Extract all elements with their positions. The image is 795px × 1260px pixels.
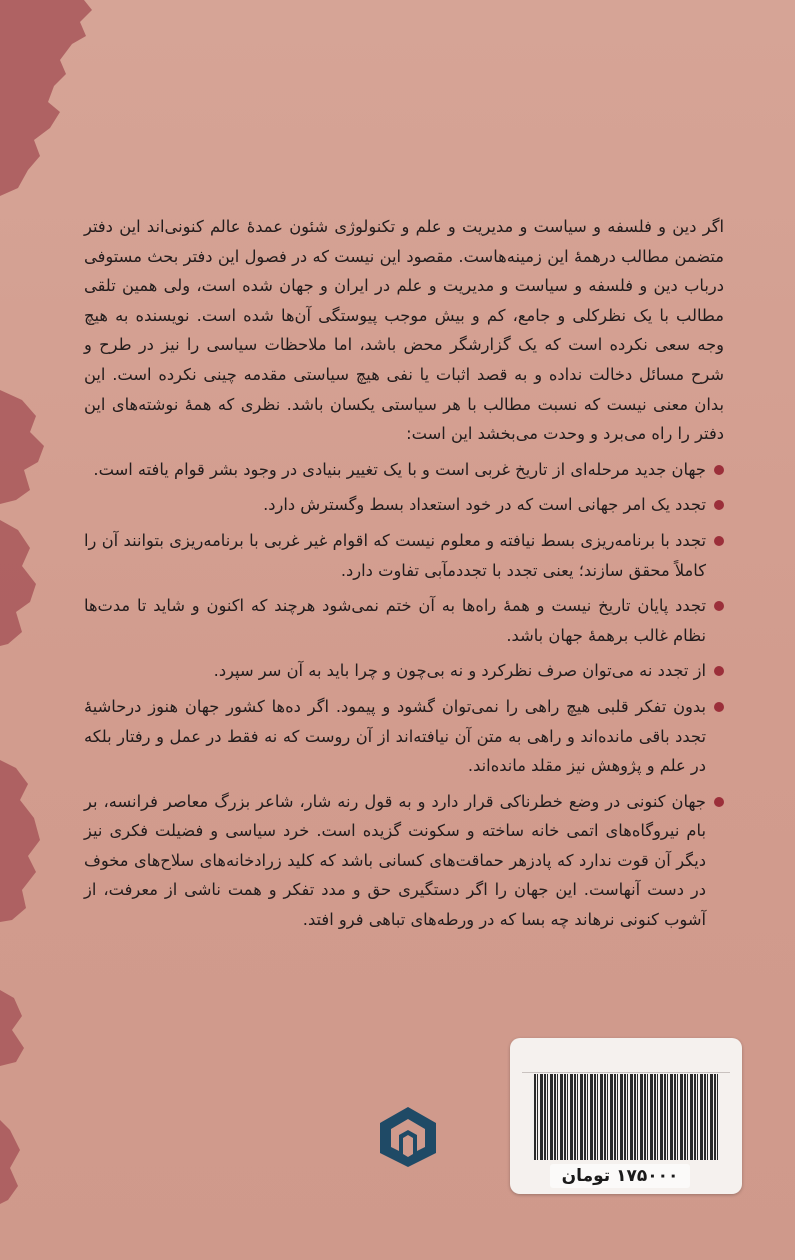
list-item — [84, 526, 724, 585]
claim-text: از تجدد نه می‌توان صرف نظرکرد و نه بی‌چون و چرا باید به آن سر سپرد. — [213, 661, 706, 681]
list-item — [84, 656, 724, 686]
list-item — [84, 591, 724, 650]
blurb-claims-list — [84, 455, 724, 935]
list-item — [84, 490, 724, 520]
bullet-icon — [714, 601, 724, 611]
list-item — [84, 455, 724, 485]
claim-text: بدون تفکر قلبی هیچ راهی را نمی‌توان گشود و پیمود. اگر ده‌ها کشور جهان هنوز درحاشیهٔ تجدد باقی مانده‌اند و راهی به متن آن نیافته‌اند از آن روست که نه فقط در عمل و رفتار بلکه در علم و پژوهش نیز مقلد مانده‌اند. — [84, 696, 706, 776]
bullet-icon — [714, 666, 724, 676]
bullet-icon — [714, 500, 724, 510]
list-item — [84, 787, 724, 935]
price-sticker — [510, 1038, 742, 1194]
isbn-strip — [522, 1046, 730, 1073]
back-cover-blurb — [84, 212, 724, 935]
bullet-icon — [714, 536, 724, 546]
claim-text: تجدد پایان تاریخ نیست و همهٔ راه‌ها به آن ختم نمی‌شود هرچند که اکنون و شاید تا مدت‌ها نظام غالب برهمهٔ جهان باشد. — [84, 596, 706, 645]
bullet-icon — [714, 465, 724, 475]
claim-text: تجدد با برنامه‌ریزی بسط نیافته و معلوم نیست که اقوام غیر غربی با برنامه‌ریزی بتوانند آن را کاملاً محقق سازند؛ یعنی تجدد با تجددمآبی تفاوت دارد. — [84, 530, 706, 580]
price-label: ۱۷۵۰۰۰ تومان — [550, 1164, 690, 1188]
list-item — [84, 692, 724, 781]
claim-text: جهان جدید مرحله‌ای از تاریخ غربی است و با یک تغییر بنیادی در وجود بشر قوام یافته است. — [93, 459, 706, 479]
claim-text: جهان کنونی در وضع خطرناکی قرار دارد و به قول رنه شار، شاعر بزرگ معاصر فرانسه، بر بام نیروگاه‌های اتمی خانه ساخته و سکونت گزیده است. خرد سیاسی و فضیلت فکری نیز دیگر آن قوت ندارد که پادزهر حماقت‌های کسانی باشد که کلید زرادخانه‌های سلاح‌های مخوف در دست آنهاست. این جهان را اگر دستگیری حق و مدد تفکر و همت ناشی از معرفت، از آشوب کنونی نرهاند چه بسا که در ورطه‌های تباهی فرو افتد. — [84, 791, 706, 930]
blurb-intro: اگر دین و فلسفه و سیاست و مدیریت و علم و تکنولوژی شئون عمدهٔ عالم کنونی‌اند این دفتر متضمن مطالب درهمهٔ این زمینه‌هاست. مقصود این نیست که در فصول این دفتر بحث مستوفی درباب دین و فلسفه و سیاست و مدیریت و علم در ایران و جهان شده است، ولی همین تلقی مطالب با یک نظرکلی و جامع، کم و بیش موجب پیوستگی آن‌ها شده است. نویسنده به هیچ وجه سعی نکرده است که یک گزارشگر محض باشد، اما ملاحظات سیاسی را نیز در طرح و شرح مسائل دخالت نداده و به قصد اثبات یا نفی هیچ سیاستی مقدمه چینی نکرده است. این بدان معنی نیست که نسبت مطالب با هر سیاستی یکسان باشد. نظری که همهٔ نوشته‌های این دفتر را راه می‌برد و وحدت می‌بخشد این است: — [84, 217, 724, 444]
bullet-icon — [714, 797, 724, 807]
publisher-logo-icon — [376, 1105, 440, 1169]
claim-text: تجدد یک امر جهانی است که در خود استعداد بسط وگسترش دارد. — [263, 495, 706, 515]
bullet-icon — [714, 702, 724, 712]
barcode — [534, 1074, 720, 1160]
